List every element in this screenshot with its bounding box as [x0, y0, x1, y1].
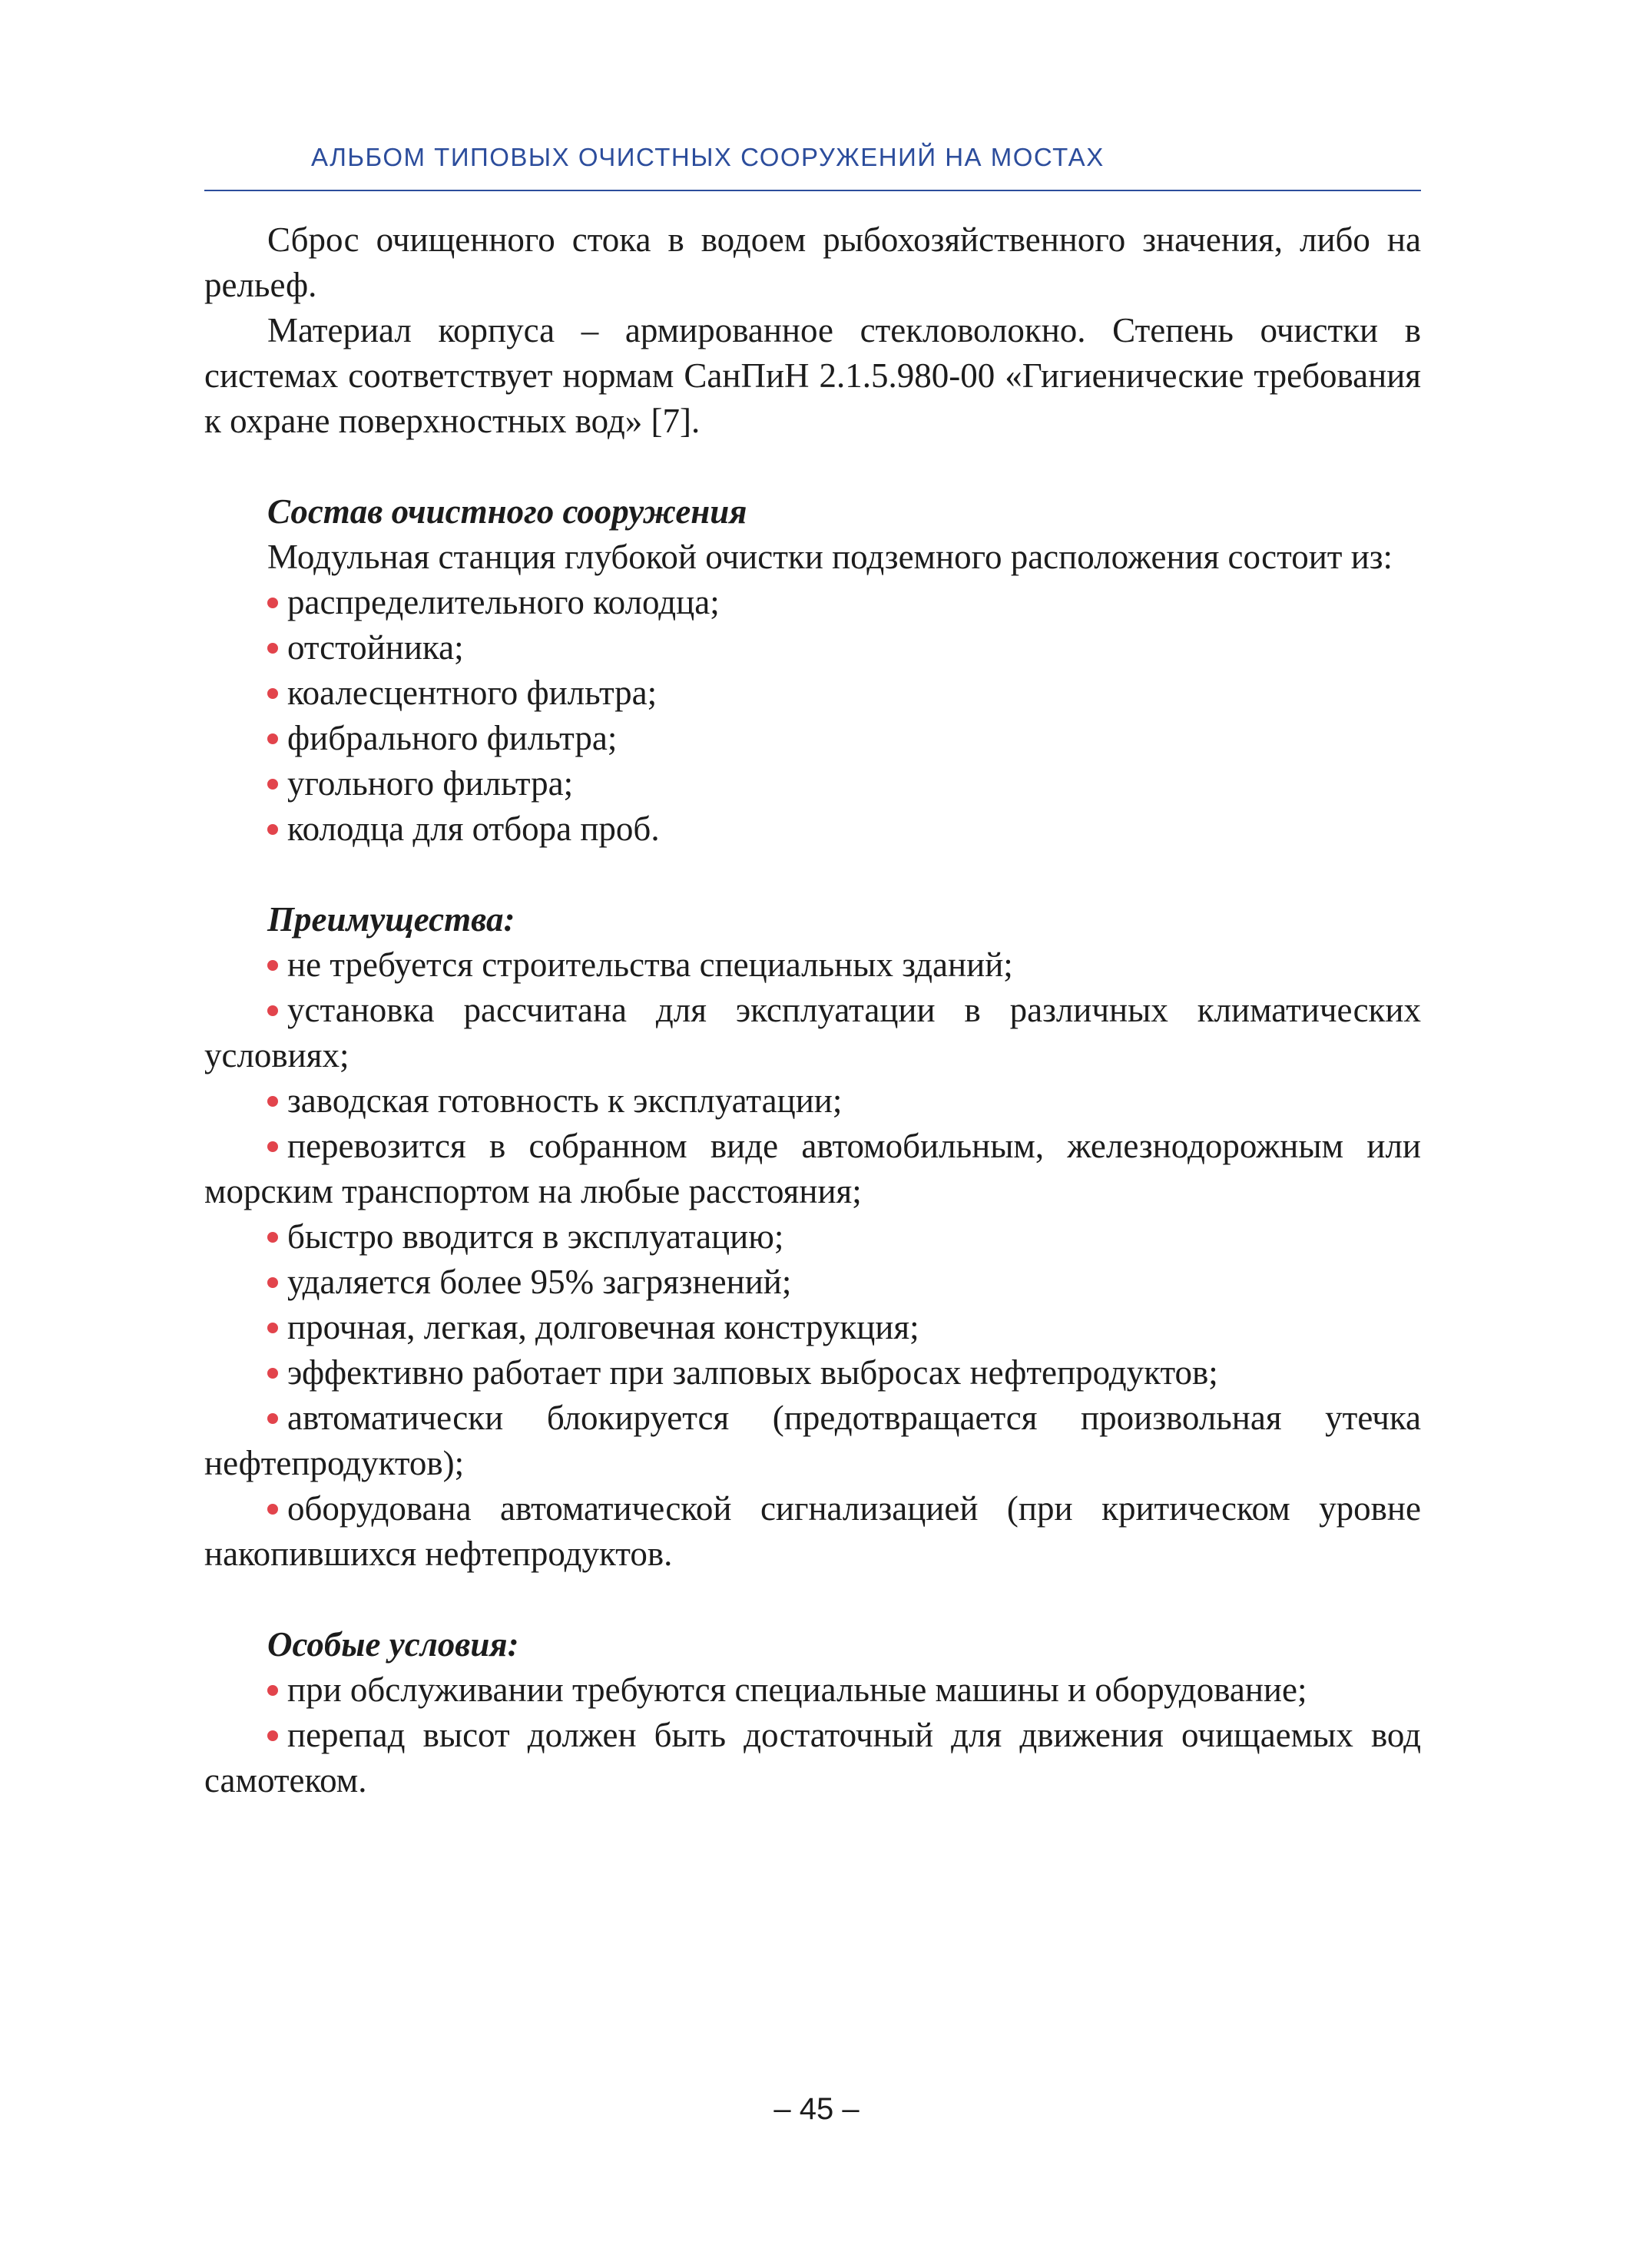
list-item: при обслуживании требуются специальные машины и оборудование; — [204, 1667, 1421, 1713]
list-item: удаляется более 95% загрязнений; — [204, 1260, 1421, 1305]
bullet-icon — [267, 824, 278, 835]
list-item: автоматически блокируется (предотвращается произвольная утечка нефтепродуктов); — [204, 1399, 1421, 1482]
bullet-icon — [267, 1005, 278, 1016]
list-item: быстро вводится в эксплуатацию; — [204, 1214, 1421, 1260]
page-number: – 45 – — [773, 2092, 860, 2126]
list-item: эффективно работает при залповых выбросах нефтепродуктов; — [204, 1350, 1421, 1396]
bullet-icon — [267, 1730, 278, 1741]
bullet-icon — [267, 1685, 278, 1696]
list-item: колодца для отбора проб. — [204, 806, 1421, 852]
special-conditions-heading: Особые условия: — [267, 1625, 519, 1664]
composition-list — [204, 580, 1421, 852]
advantages-list — [204, 942, 1421, 1577]
intro-paragraph-1: Сброс очищенного стока в водоем рыбохозяйственного значения, либо на рельеф. — [204, 220, 1421, 304]
list-item: отстойника; — [204, 625, 1421, 670]
running-header: АЛЬБОМ ТИПОВЫХ ОЧИСТНЫХ СООРУЖЕНИЙ НА МОСТАХ — [311, 143, 1105, 171]
advantages-heading: Преимущества: — [267, 900, 515, 939]
list-item: распределительного колодца; — [204, 580, 1421, 625]
bullet-icon — [267, 1504, 278, 1515]
composition-lead: Модульная станция глубокой очистки подземного расположения состоит из: — [267, 538, 1393, 576]
page-body — [204, 217, 1421, 1803]
intro-paragraph-2: Материал корпуса – армированное стекловолокно. Степень очистки в системах соответствует нормам СанПиН 2.1.5.980-00 «Гигиенические требования к охране поверхностных вод» [7]. — [204, 311, 1421, 440]
list-item: не требуется строительства специальных зданий; — [204, 942, 1421, 988]
bullet-icon — [267, 688, 278, 699]
bullet-icon — [267, 779, 278, 790]
bullet-icon — [267, 598, 278, 608]
bullet-icon — [267, 1141, 278, 1152]
list-item: оборудована автоматической сигнализацией (при критическом уровне накопившихся нефтепродуктов. — [204, 1489, 1421, 1573]
composition-heading: Состав очистного сооружения — [267, 492, 747, 531]
bullet-icon — [267, 643, 278, 654]
list-item: перепад высот должен быть достаточный для движения очищаемых вод самотеком. — [204, 1716, 1421, 1800]
list-item: прочная, легкая, долговечная конструкция; — [204, 1305, 1421, 1350]
bullet-icon — [267, 1232, 278, 1243]
list-item: коалесцентного фильтра; — [204, 670, 1421, 716]
bullet-icon — [267, 1323, 278, 1333]
bullet-icon — [267, 1368, 278, 1379]
bullet-icon — [267, 1096, 278, 1107]
list-item: перевозится в собранном виде автомобильным, железнодорожным или морским транспортом на любые расстояния; — [204, 1127, 1421, 1210]
list-item: заводская готовность к эксплуатации; — [204, 1078, 1421, 1124]
bullet-icon — [267, 1277, 278, 1288]
bullet-icon — [267, 1413, 278, 1424]
list-item: установка рассчитана для эксплуатации в различных климатических условиях; — [204, 991, 1421, 1074]
special-conditions-list — [204, 1667, 1421, 1803]
header-divider — [204, 190, 1421, 191]
list-item: угольного фильтра; — [204, 761, 1421, 806]
bullet-icon — [267, 733, 278, 744]
list-item: фибрального фильтра; — [204, 716, 1421, 761]
bullet-icon — [267, 960, 278, 971]
